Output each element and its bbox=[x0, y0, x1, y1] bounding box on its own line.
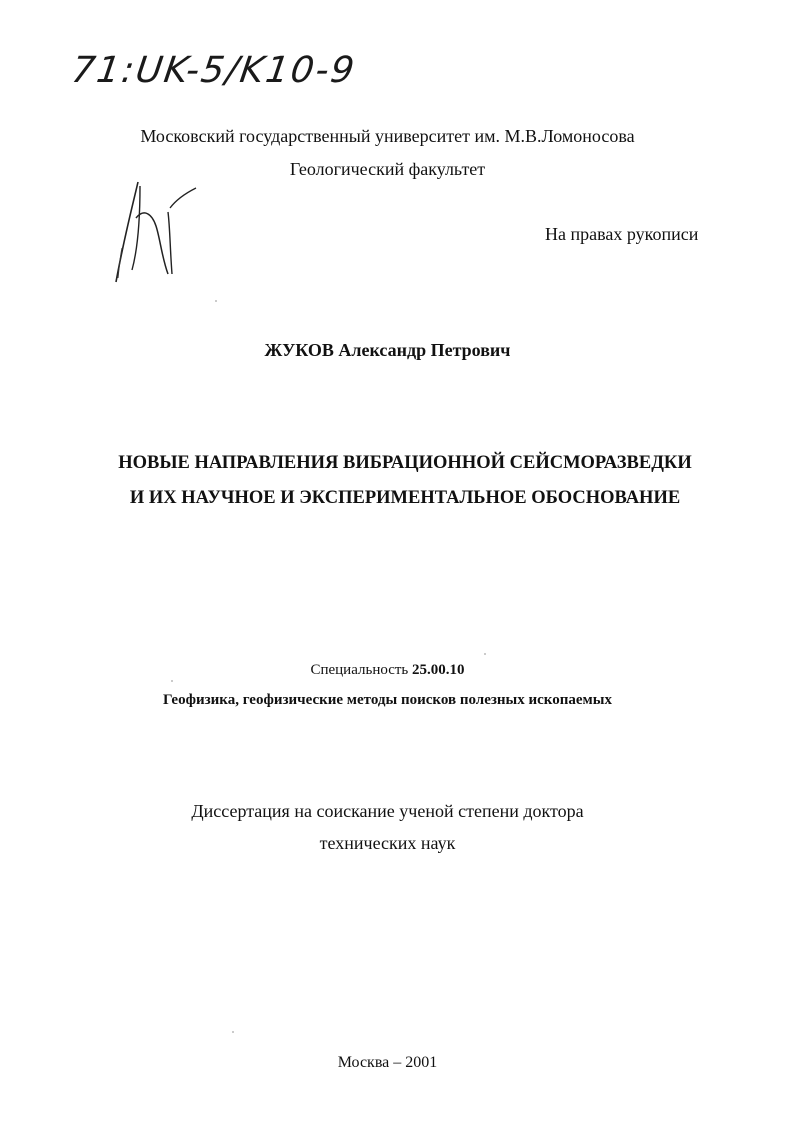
author-name: ЖУКОВ Александр Петрович bbox=[264, 340, 511, 360]
specialty-label: Специальность bbox=[310, 662, 409, 678]
thesis-title-line-1: НОВЫЕ НАПРАВЛЕНИЯ ВИБРАЦИОННОЙ СЕЙСМОРАЗВЕДКИ bbox=[118, 453, 692, 473]
handwritten-archive-number: 71:UK-5/K10-9 bbox=[69, 50, 359, 91]
faculty-name: Геологический факультет bbox=[289, 159, 486, 179]
manuscript-rights-notice: На правах рукописи bbox=[545, 224, 699, 244]
scan-speck bbox=[215, 300, 217, 302]
scan-speck bbox=[171, 680, 173, 682]
specialty-line bbox=[0, 662, 775, 679]
specialty-code: 25.00.10 bbox=[412, 662, 465, 678]
city-year: Москва – 2001 bbox=[337, 1054, 438, 1071]
specialty-field: Геофизика, геофизические методы поисков полезных ископаемых bbox=[163, 692, 612, 708]
dissertation-degree-line-1: Диссертация на соискание ученой степени доктора bbox=[191, 801, 584, 821]
thesis-title-line-2: И ИХ НАУЧНОЕ И ЭКСПЕРИМЕНТАЛЬНОЕ ОБОСНОВАНИЕ bbox=[129, 488, 681, 508]
dissertation-degree-line-2: технических наук bbox=[319, 833, 456, 853]
university-name: Московский государственный университет им. М.В.Ломоносова bbox=[140, 126, 635, 146]
scan-speck bbox=[484, 653, 486, 655]
signature-image bbox=[110, 178, 210, 288]
scan-speck bbox=[232, 1031, 234, 1033]
